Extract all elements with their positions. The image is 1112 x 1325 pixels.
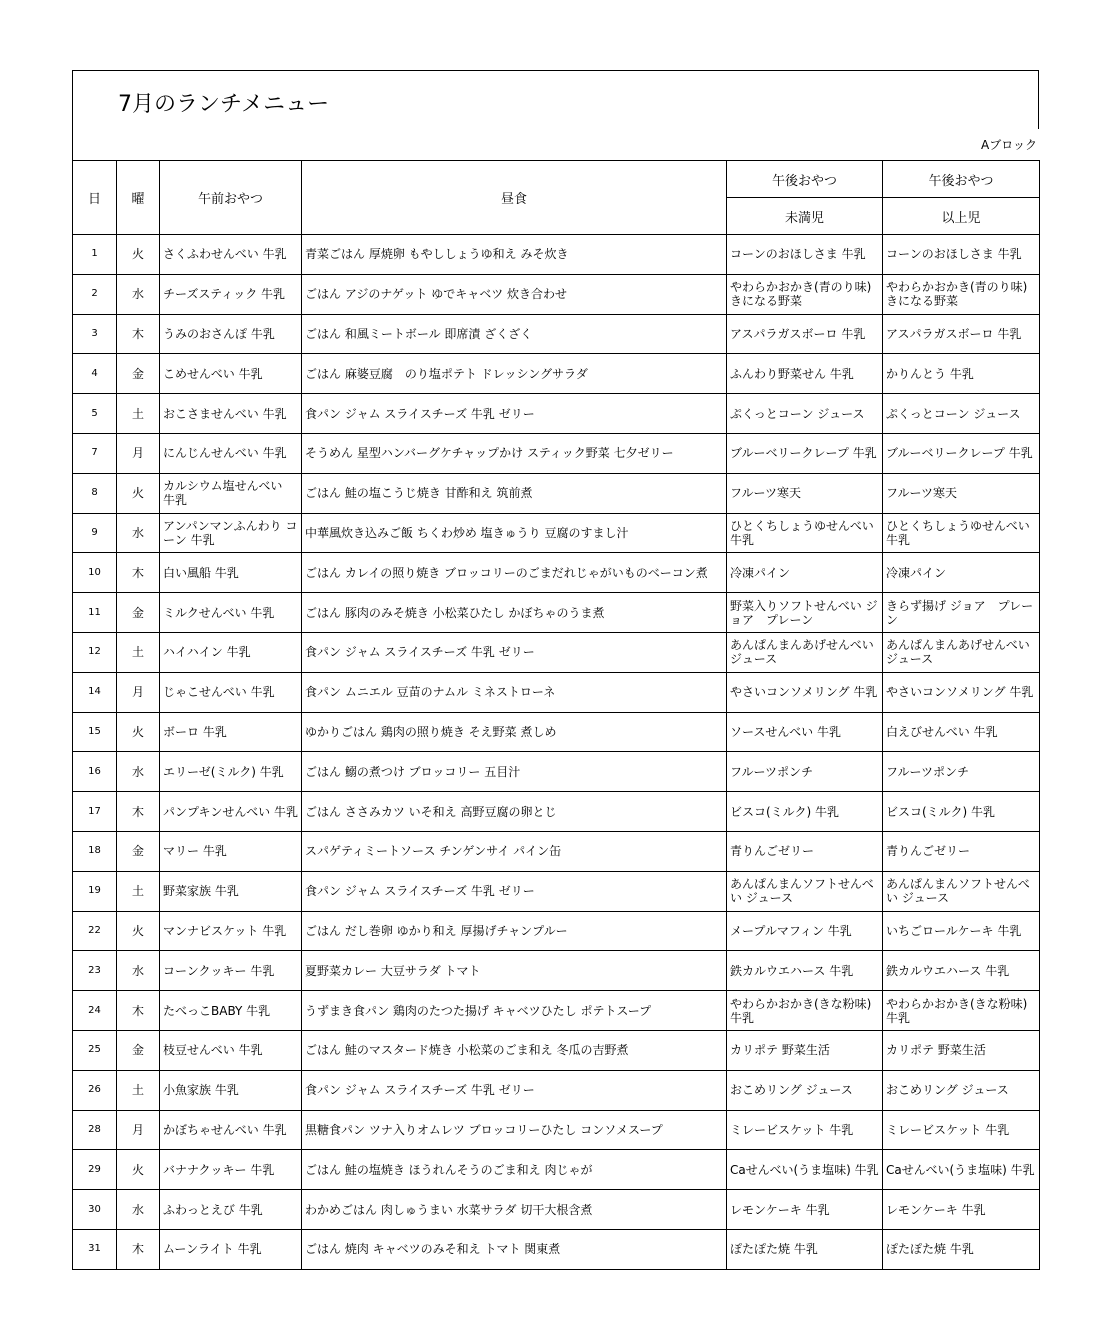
pm-snack-over-cell: ぽたぽた焼 牛乳: [883, 1229, 1040, 1269]
day-cell: 30: [73, 1190, 117, 1230]
day-cell: 29: [73, 1150, 117, 1190]
pm-snack-under-cell: やさいコンソメリング 牛乳: [727, 672, 883, 712]
pm-snack-over-cell: おこめリング ジュース: [883, 1070, 1040, 1110]
pm-snack-under-cell: レモンケーキ 牛乳: [727, 1190, 883, 1230]
title-box: [72, 70, 1039, 160]
weekday-cell: 木: [117, 553, 160, 593]
pm-snack-under-cell: ブルーベリークレープ 牛乳: [727, 433, 883, 473]
am-snack-cell: バナナクッキー 牛乳: [160, 1150, 302, 1190]
pm-snack-over-cell: レモンケーキ 牛乳: [883, 1190, 1040, 1230]
pm-snack-over-cell: 冷凍パイン: [883, 553, 1040, 593]
day-cell: 10: [73, 553, 117, 593]
pm-snack-over-cell: やわらかおかき(青のり味) きになる野菜: [883, 274, 1040, 314]
weekday-cell: 木: [117, 1229, 160, 1269]
am-snack-cell: さくふわせんべい 牛乳: [160, 235, 302, 275]
lunch-cell: 黒糖食パン ツナ入りオムレツ ブロッコリーひたし コンソメスープ: [302, 1110, 727, 1150]
lunch-cell: 食パン ムニエル 豆苗のナムル ミネストローネ: [302, 672, 727, 712]
pm-snack-under-cell: フルーツポンチ: [727, 752, 883, 792]
table-row: [73, 235, 1040, 275]
am-snack-cell: チーズスティック 牛乳: [160, 274, 302, 314]
pm-snack-over-cell: ひとくちしょうゆせんべい 牛乳: [883, 513, 1040, 553]
pm-snack-under-cell: ぷくっとコーン ジュース: [727, 394, 883, 434]
block-label: Aブロック: [981, 138, 1037, 152]
header-day: 日: [73, 161, 117, 235]
pm-snack-under-cell: ひとくちしょうゆせんべい 牛乳: [727, 513, 883, 553]
am-snack-cell: ムーンライト 牛乳: [160, 1229, 302, 1269]
day-cell: 2: [73, 274, 117, 314]
table-row: [73, 1070, 1040, 1110]
pm-snack-under-cell: カリポテ 野菜生活: [727, 1030, 883, 1070]
pm-snack-under-cell: 鉄カルウエハース 牛乳: [727, 951, 883, 991]
pm-snack-over-cell: ぷくっとコーン ジュース: [883, 394, 1040, 434]
am-snack-cell: かぼちゃせんべい 牛乳: [160, 1110, 302, 1150]
weekday-cell: 土: [117, 871, 160, 911]
day-cell: 18: [73, 831, 117, 871]
table-row: [73, 394, 1040, 434]
lunch-cell: ごはん 焼肉 キャベツのみそ和え トマト 関東煮: [302, 1229, 727, 1269]
pm-snack-over-cell: コーンのおほしさま 牛乳: [883, 235, 1040, 275]
lunch-cell: 夏野菜カレー 大豆サラダ トマト: [302, 951, 727, 991]
lunch-cell: 食パン ジャム スライスチーズ 牛乳 ゼリー: [302, 871, 727, 911]
weekday-cell: 月: [117, 1110, 160, 1150]
day-cell: 22: [73, 911, 117, 951]
table-row: [73, 831, 1040, 871]
weekday-cell: 金: [117, 354, 160, 394]
pm-snack-over-cell: Caせんべい(うま塩味) 牛乳: [883, 1150, 1040, 1190]
pm-snack-over-cell: フルーツ寒天: [883, 473, 1040, 513]
header-over: 以上児: [883, 198, 1040, 235]
lunch-cell: ごはん 豚肉のみそ焼き 小松菜ひたし かぼちゃのうま煮: [302, 593, 727, 633]
am-snack-cell: マンナビスケット 牛乳: [160, 911, 302, 951]
am-snack-cell: こめせんべい 牛乳: [160, 354, 302, 394]
pm-snack-over-cell: ビスコ(ミルク) 牛乳: [883, 792, 1040, 832]
day-cell: 1: [73, 235, 117, 275]
weekday-cell: 土: [117, 632, 160, 672]
lunch-cell: ごはん 和風ミートボール 即席漬 ざくざく: [302, 314, 727, 354]
header-under: 未満児: [727, 198, 883, 235]
am-snack-cell: ミルクせんべい 牛乳: [160, 593, 302, 633]
lunch-cell: 青菜ごはん 厚焼卵 もやししょうゆ和え みそ炊き: [302, 235, 727, 275]
am-snack-cell: 小魚家族 牛乳: [160, 1070, 302, 1110]
table-row: [73, 553, 1040, 593]
table-row: [73, 792, 1040, 832]
lunch-cell: 食パン ジャム スライスチーズ 牛乳 ゼリー: [302, 1070, 727, 1110]
pm-snack-under-cell: ミレービスケット 牛乳: [727, 1110, 883, 1150]
lunch-cell: 中華風炊き込みご飯 ちくわ炒め 塩きゅうり 豆腐のすまし汁: [302, 513, 727, 553]
day-cell: 8: [73, 473, 117, 513]
day-cell: 25: [73, 1030, 117, 1070]
pm-snack-under-cell: 野菜入りソフトせんべい ジョア プレーン: [727, 593, 883, 633]
pm-snack-under-cell: ぽたぽた焼 牛乳: [727, 1229, 883, 1269]
weekday-cell: 火: [117, 1150, 160, 1190]
day-cell: 12: [73, 632, 117, 672]
lunch-cell: ごはん 鰯の煮つけ ブロッコリー 五目汁: [302, 752, 727, 792]
weekday-cell: 水: [117, 752, 160, 792]
pm-snack-over-cell: やさいコンソメリング 牛乳: [883, 672, 1040, 712]
pm-snack-under-cell: あんぱんまんソフトせんべい ジュース: [727, 871, 883, 911]
pm-snack-under-cell: やわらかおかき(きな粉味) 牛乳: [727, 991, 883, 1031]
table-row: [73, 871, 1040, 911]
pm-snack-under-cell: 青りんごゼリー: [727, 831, 883, 871]
table-row: [73, 752, 1040, 792]
pm-snack-over-cell: きらず揚げ ジョア プレーン: [883, 593, 1040, 633]
table-row: [73, 513, 1040, 553]
table-row: [73, 1229, 1040, 1269]
pm-snack-over-cell: フルーツポンチ: [883, 752, 1040, 792]
weekday-cell: 火: [117, 911, 160, 951]
weekday-cell: 水: [117, 513, 160, 553]
day-cell: 4: [73, 354, 117, 394]
am-snack-cell: じゃこせんべい 牛乳: [160, 672, 302, 712]
lunch-cell: 食パン ジャム スライスチーズ 牛乳 ゼリー: [302, 394, 727, 434]
weekday-cell: 土: [117, 394, 160, 434]
pm-snack-over-cell: ミレービスケット 牛乳: [883, 1110, 1040, 1150]
table-row: [73, 1110, 1040, 1150]
lunch-cell: ごはん だし巻卵 ゆかり和え 厚揚げチャンプルー: [302, 911, 727, 951]
am-snack-cell: ボーロ 牛乳: [160, 712, 302, 752]
header-am-snack: 午前おやつ: [160, 161, 302, 235]
lunch-cell: ごはん 鮭の塩焼き ほうれんそうのごま和え 肉じゃが: [302, 1150, 727, 1190]
weekday-cell: 金: [117, 1030, 160, 1070]
weekday-cell: 火: [117, 712, 160, 752]
day-cell: 17: [73, 792, 117, 832]
day-cell: 19: [73, 871, 117, 911]
lunch-cell: そうめん 星型ハンバーグケチャップかけ スティック野菜 七夕ゼリー: [302, 433, 727, 473]
table-row: [73, 712, 1040, 752]
header-lunch: 昼食: [302, 161, 727, 235]
am-snack-cell: うみのおさんぽ 牛乳: [160, 314, 302, 354]
pm-snack-under-cell: メープルマフィン 牛乳: [727, 911, 883, 951]
am-snack-cell: ハイハイン 牛乳: [160, 632, 302, 672]
table-row: [73, 991, 1040, 1031]
menu-sheet: [72, 70, 1039, 1270]
table-row: [73, 593, 1040, 633]
weekday-cell: 土: [117, 1070, 160, 1110]
am-snack-cell: 野菜家族 牛乳: [160, 871, 302, 911]
weekday-cell: 月: [117, 433, 160, 473]
table-row: [73, 274, 1040, 314]
lunch-cell: 食パン ジャム スライスチーズ 牛乳 ゼリー: [302, 632, 727, 672]
weekday-cell: 月: [117, 672, 160, 712]
page-title: 7月のランチメニュー: [118, 92, 330, 117]
menu-table: [72, 160, 1040, 1270]
lunch-cell: ごはん 鮭の塩こうじ焼き 甘酢和え 筑前煮: [302, 473, 727, 513]
day-cell: 14: [73, 672, 117, 712]
table-row: [73, 433, 1040, 473]
am-snack-cell: パンプキンせんべい 牛乳: [160, 792, 302, 832]
weekday-cell: 水: [117, 1190, 160, 1230]
weekday-cell: 水: [117, 951, 160, 991]
pm-snack-over-cell: 白えびせんべい 牛乳: [883, 712, 1040, 752]
am-snack-cell: 枝豆せんべい 牛乳: [160, 1030, 302, 1070]
am-snack-cell: ふわっとえび 牛乳: [160, 1190, 302, 1230]
pm-snack-under-cell: あんぱんまんあげせんべい ジュース: [727, 632, 883, 672]
weekday-cell: 木: [117, 991, 160, 1031]
am-snack-cell: コーンクッキー 牛乳: [160, 951, 302, 991]
day-cell: 7: [73, 433, 117, 473]
am-snack-cell: おこさませんべい 牛乳: [160, 394, 302, 434]
weekday-cell: 火: [117, 235, 160, 275]
weekday-cell: 水: [117, 274, 160, 314]
lunch-cell: わかめごはん 肉しゅうまい 水菜サラダ 切干大根含煮: [302, 1190, 727, 1230]
header-pm-snack-under: 午後おやつ: [727, 161, 883, 198]
lunch-cell: スパゲティミートソース チンゲンサイ パイン缶: [302, 831, 727, 871]
day-cell: 15: [73, 712, 117, 752]
pm-snack-under-cell: コーンのおほしさま 牛乳: [727, 235, 883, 275]
pm-snack-over-cell: あんぱんまんソフトせんべい ジュース: [883, 871, 1040, 911]
pm-snack-under-cell: フルーツ寒天: [727, 473, 883, 513]
am-snack-cell: 白い風船 牛乳: [160, 553, 302, 593]
weekday-cell: 金: [117, 831, 160, 871]
title-box-border: [1038, 71, 1039, 129]
pm-snack-over-cell: ブルーベリークレープ 牛乳: [883, 433, 1040, 473]
pm-snack-over-cell: いちごロールケーキ 牛乳: [883, 911, 1040, 951]
pm-snack-over-cell: かりんとう 牛乳: [883, 354, 1040, 394]
day-cell: 11: [73, 593, 117, 633]
table-row: [73, 632, 1040, 672]
day-cell: 23: [73, 951, 117, 991]
header-pm-snack-over: 午後おやつ: [883, 161, 1040, 198]
am-snack-cell: にんじんせんべい 牛乳: [160, 433, 302, 473]
pm-snack-under-cell: 冷凍パイン: [727, 553, 883, 593]
pm-snack-over-cell: カリポテ 野菜生活: [883, 1030, 1040, 1070]
lunch-cell: ごはん カレイの照り焼き ブロッコリーのごまだれじゃがいものベーコン煮: [302, 553, 727, 593]
pm-snack-under-cell: Caせんべい(うま塩味) 牛乳: [727, 1150, 883, 1190]
day-cell: 24: [73, 991, 117, 1031]
weekday-cell: 木: [117, 792, 160, 832]
pm-snack-under-cell: ソースせんべい 牛乳: [727, 712, 883, 752]
pm-snack-under-cell: ビスコ(ミルク) 牛乳: [727, 792, 883, 832]
day-cell: 5: [73, 394, 117, 434]
lunch-cell: うずまき食パン 鶏肉のたつた揚げ キャベツひたし ポテトスープ: [302, 991, 727, 1031]
pm-snack-over-cell: あんぱんまんあげせんべい ジュース: [883, 632, 1040, 672]
table-row: [73, 1190, 1040, 1230]
lunch-cell: ごはん 麻婆豆腐 のり塩ポテト ドレッシングサラダ: [302, 354, 727, 394]
pm-snack-under-cell: アスパラガスボーロ 牛乳: [727, 314, 883, 354]
lunch-cell: ごはん ささみカツ いそ和え 高野豆腐の卵とじ: [302, 792, 727, 832]
weekday-cell: 木: [117, 314, 160, 354]
am-snack-cell: たべっこBABY 牛乳: [160, 991, 302, 1031]
day-cell: 26: [73, 1070, 117, 1110]
menu-table-body: [73, 235, 1040, 1270]
pm-snack-over-cell: 青りんごゼリー: [883, 831, 1040, 871]
table-row: [73, 314, 1040, 354]
pm-snack-over-cell: やわらかおかき(きな粉味) 牛乳: [883, 991, 1040, 1031]
pm-snack-under-cell: おこめリング ジュース: [727, 1070, 883, 1110]
lunch-cell: ゆかりごはん 鶏肉の照り焼き そえ野菜 煮しめ: [302, 712, 727, 752]
lunch-cell: ごはん アジのナゲット ゆでキャベツ 炊き合わせ: [302, 274, 727, 314]
weekday-cell: 火: [117, 473, 160, 513]
pm-snack-over-cell: アスパラガスボーロ 牛乳: [883, 314, 1040, 354]
day-cell: 3: [73, 314, 117, 354]
am-snack-cell: カルシウム塩せんべい 牛乳: [160, 473, 302, 513]
weekday-cell: 金: [117, 593, 160, 633]
day-cell: 28: [73, 1110, 117, 1150]
table-row: [73, 951, 1040, 991]
day-cell: 31: [73, 1229, 117, 1269]
table-row: [73, 911, 1040, 951]
day-cell: 9: [73, 513, 117, 553]
day-cell: 16: [73, 752, 117, 792]
table-row: [73, 1150, 1040, 1190]
am-snack-cell: エリーゼ(ミルク) 牛乳: [160, 752, 302, 792]
table-row: [73, 672, 1040, 712]
pm-snack-over-cell: 鉄カルウエハース 牛乳: [883, 951, 1040, 991]
am-snack-cell: マリー 牛乳: [160, 831, 302, 871]
am-snack-cell: アンパンマンふんわり コーン 牛乳: [160, 513, 302, 553]
pm-snack-under-cell: ふんわり野菜せん 牛乳: [727, 354, 883, 394]
lunch-cell: ごはん 鮭のマスタード焼き 小松菜のごま和え 冬瓜の吉野煮: [302, 1030, 727, 1070]
table-row: [73, 473, 1040, 513]
pm-snack-under-cell: やわらかおかき(青のり味) きになる野菜: [727, 274, 883, 314]
table-row: [73, 1030, 1040, 1070]
table-row: [73, 354, 1040, 394]
header-dow: 曜: [117, 161, 160, 235]
